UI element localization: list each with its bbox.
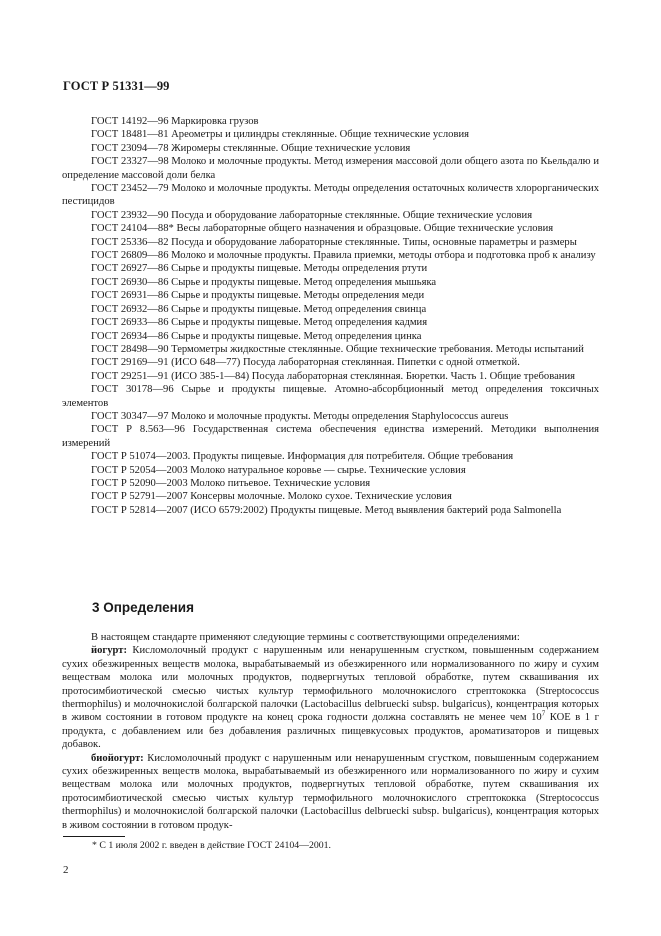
- reference-item: ГОСТ 26933—86 Сырье и продукты пищевые. Метод определения кадмия: [91, 317, 428, 329]
- reference-item: ГОСТ 26931—86 Сырье и продукты пищевые. Методы определения меди: [91, 290, 425, 302]
- reference-item: ГОСТ Р 52791—2007 Консервы молочные. Молоко сухое. Технические условия: [91, 491, 452, 503]
- page-number: 2: [63, 864, 69, 876]
- reference-item: ГОСТ Р 52090—2003 Молоко питьевое. Технические условия: [91, 477, 371, 489]
- footnote-divider: [63, 836, 125, 837]
- normative-references-list: [62, 115, 599, 517]
- reference-item: ГОСТ Р 52054—2003 Молоко натуральное коровье — сырье. Технические условия: [91, 464, 466, 476]
- reference-item: ГОСТ 26934—86 Сырье и продукты пищевые. Метод определения цинка: [91, 330, 422, 342]
- reference-item: ГОСТ 23452—79 Молоко и молочные продукты. Методы определения остаточных количеств хлорорганических пестицидов: [62, 183, 599, 208]
- reference-item: ГОСТ 30178—96 Сырье и продукты пищевые. Атомно-абсорбционный метод определения токсичных элементов: [62, 384, 599, 409]
- reference-item: ГОСТ 26932—86 Сырье и продукты пищевые. Метод определения свинца: [91, 303, 427, 315]
- reference-item: ГОСТ 23327—98 Молоко и молочные продукты. Метод измерения массовой доли общего азота по Кьельдалю и определение массовой доли белка: [62, 156, 599, 181]
- definitions-intro: В настоящем стандарте применяют следующие термины с соответствующими определениями:: [91, 632, 520, 643]
- reference-item: ГОСТ 18481—81 Ареометры и цилиндры стеклянные. Общие технические условия: [91, 129, 469, 141]
- definition-text: Кисломолочный продукт с нарушенным или ненарушенным сгустком, повышенным содержанием сухих обезжиренных веществ молока, вырабатываемый из обезжиренного или нормализованного по жиру и сухим веществам молока или молочных продуктов, подвергнутых тепловой обработке, путем сквашивания их протосимбиотической смесью чистых культур термофильного молочнокислого стрептококка (Streptococcus thermophilus) и молочнокислой болгарской палочки (Lactobacillus delbruecki subsp. bulgaricus), концентрация которых в живом состоянии в готовом продук-: [62, 752, 599, 831]
- reference-item: ГОСТ 14192—96 Маркировка грузов: [91, 116, 259, 127]
- reference-item: ГОСТ 26809—86 Молоко и молочные продукты. Правила приемки, методы отбора и подготовка проб к анализу: [91, 250, 596, 262]
- reference-item: ГОСТ 25336—82 Посуда и оборудование лабораторные стеклянные. Типы, основные параметры и размеры: [91, 236, 577, 248]
- reference-item: ГОСТ 30347—97 Молоко и молочные продукты. Методы определения Staphylococcus aureus: [91, 410, 509, 422]
- reference-item: ГОСТ 29251—91 (ИСО 385-1—84) Посуда лабораторная стеклянная. Бюретки. Часть 1. Общие требования: [91, 370, 576, 382]
- definition-term: биойогурт:: [91, 752, 144, 764]
- definition-superscript: 7: [541, 709, 546, 718]
- definition-text-continued: КОЕ в 1 г продукта, с добавлением или без добавления различных пищевкусовых продуктов, ароматизаторов и пищевых добавок.: [62, 712, 599, 751]
- section-title: 3 Определения: [92, 600, 194, 615]
- reference-item: ГОСТ 26930—86 Сырье и продукты пищевые. Метод определения мышьяка: [91, 276, 437, 288]
- reference-item: ГОСТ 28498—90 Термометры жидкостные стеклянные. Общие технические требования. Методы испытаний: [91, 343, 584, 355]
- reference-item: ГОСТ Р 8.563—96 Государственная система обеспечения единства измерений. Методики выполнения измерений: [62, 424, 599, 449]
- footnote: * С 1 июля 2002 г. введен в действие ГОСТ 24104—2001.: [92, 840, 331, 851]
- reference-item: ГОСТ 26927—86 Сырье и продукты пищевые. Методы определения ртути: [91, 263, 428, 275]
- definition-term: йогурт:: [91, 645, 127, 657]
- reference-item: ГОСТ 24104—88* Весы лабораторные общего назначения и образцовые. Общие технические условия: [91, 223, 554, 235]
- reference-item: ГОСТ 29169—91 (ИСО 648—77) Посуда лабораторная стеклянная. Пипетки с одной отметкой.: [91, 357, 520, 369]
- reference-item: ГОСТ Р 51074—2003. Продукты пищевые. Информация для потребителя. Общие требования: [91, 451, 514, 463]
- definition-text: Кисломолочный продукт с нарушенным или ненарушенным сгустком, повышенным содержанием сухих обезжиренных веществ молока, вырабатываемый из обезжиренного или нормализованного по жиру и сухим веществам молока или молочных продуктов, подвергнутых тепловой обработке, путем сквашивания их протосимбиотической смесью чистых культур термофильного молочнокислого стрептококка (Streptococcus thermophilus) и молочнокислой болгарской палочки (Lactobacillus delbruecki subsp. bulgaricus), концентрация которых в живом состоянии в готовом продукте на конец срока годности должна составлять не менее чем 10: [62, 645, 599, 724]
- definitions-block: [62, 631, 599, 832]
- reference-item: ГОСТ 23932—90 Посуда и оборудование лабораторные стеклянные. Общие технические условия: [91, 209, 533, 221]
- reference-item: ГОСТ 23094—78 Жиромеры стеклянные. Общие технические условия: [91, 142, 411, 154]
- reference-item: ГОСТ Р 52814—2007 (ИСО 6579:2002) Продукты пищевые. Метод выявления бактерий рода Salmonella: [91, 504, 562, 516]
- definition-yogurt: [62, 644, 599, 751]
- document-header: ГОСТ Р 51331—99: [63, 79, 170, 93]
- definition-bioyogurt: [62, 752, 599, 832]
